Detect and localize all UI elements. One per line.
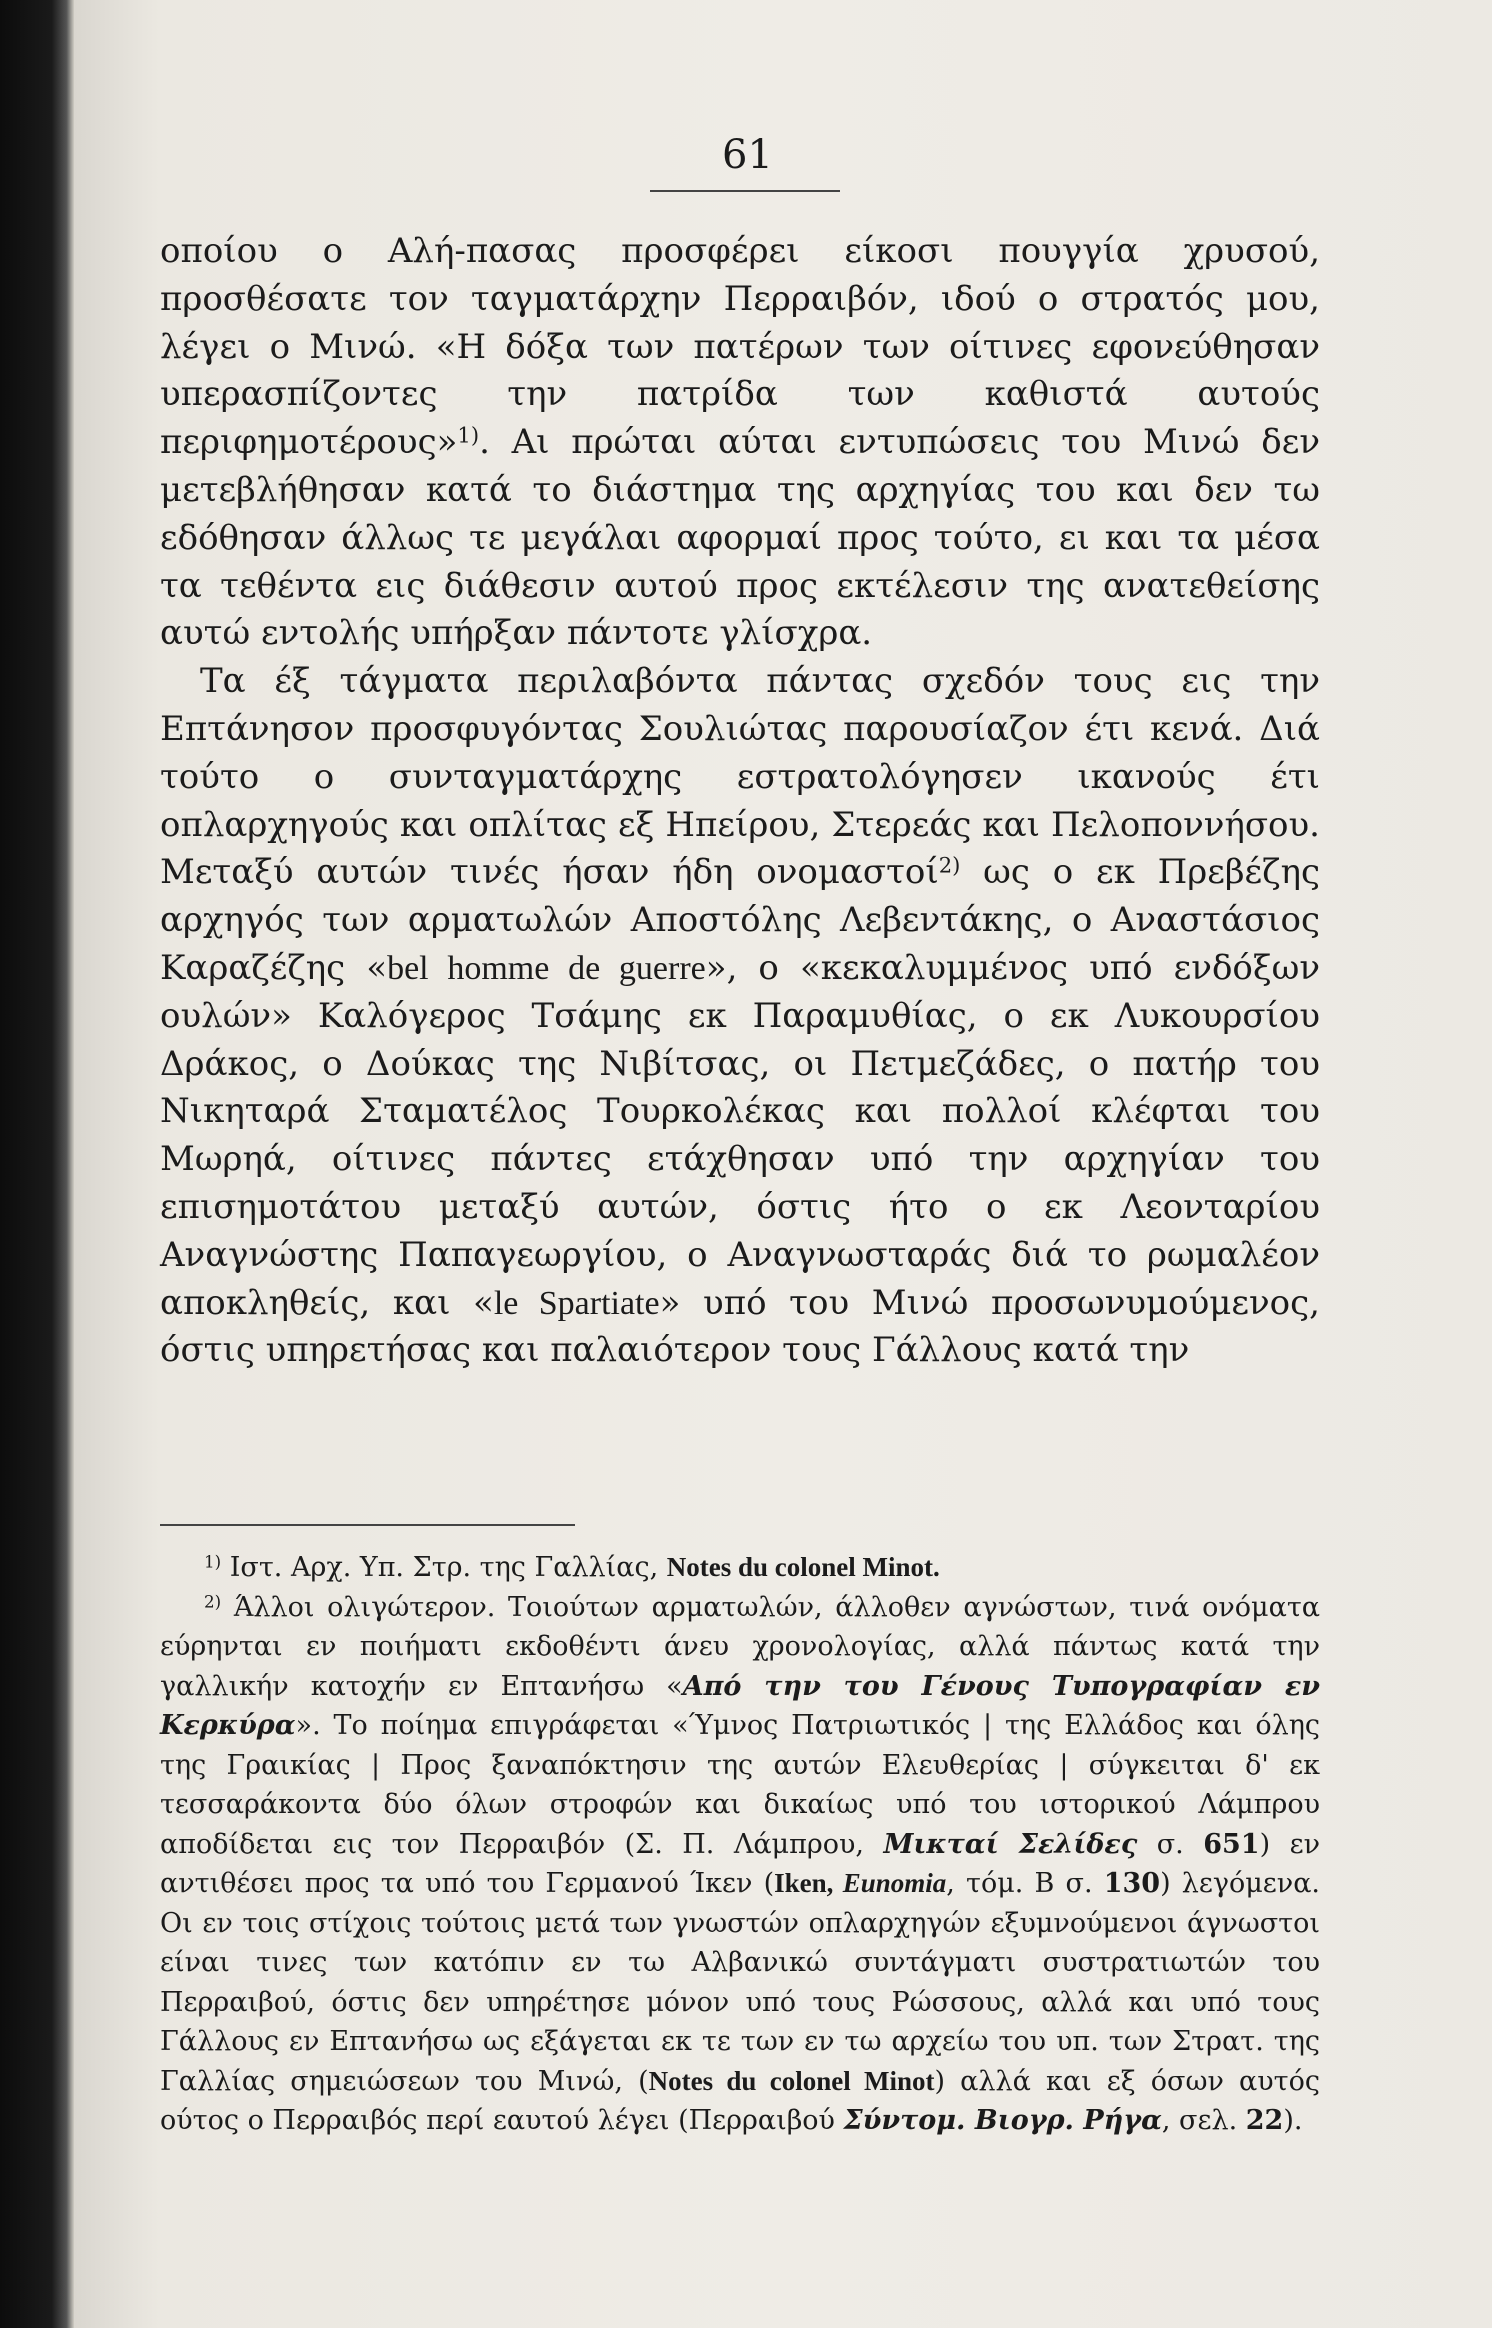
latin-phrase-bel-homme: bel homme de guerre [387, 949, 706, 987]
footnote-rule [160, 1524, 575, 1526]
footnote-1: $^{1)}$ Ιστ. Αρχ. Υπ. Στρ. της Γαλλίας, Notes du colonel Minot. [204, 1551, 940, 1583]
page-number: 61 [722, 132, 773, 178]
paragraph-1: οποίου ο Αλή-πασας προσφέρει είκοσι πουγγία χρυσού, προσθέσατε τον ταγματάρχην Περραιβόν, ιδού ο στρατός μου, λέγει ο Μινώ. «Η δόξα των πατέρων των οίτινες εφονεύθησαν υπερασπίζοντες την πατρίδα των καθιστά αυτούς περιφημοτέρους»$^{1)}$. Αι πρώται αύται εντυπώσεις του Μινώ δεν μετεβλήθησαν κατά το διάστημα της αρχηγίας του και δεν τω εδόθησαν άλλως τε μεγάλαι αφορμαί προς τούτο, ει και τα μέσα τα τεθέντα εις διάθεσιν αυτού προς εκτέλεσιν της ανατεθείσης αυτώ εντολής υπήρξαν πάντοτε γλίσχρα. [160, 231, 1320, 654]
footnote-ref-1: 1) [457, 422, 480, 448]
latin-phrase-spartiate: le Spartiate [493, 1284, 660, 1322]
footnotes [160, 1548, 1320, 2141]
footnote-ref-2: 2) [938, 852, 961, 878]
book-spine-shadow [0, 0, 74, 2328]
main-text [160, 228, 1320, 1375]
page-number-rule [650, 190, 840, 192]
paragraph-2: Τα έξ τάγματα περιλαβόντα πάντας σχεδόν τους εις την Επτάνησον προσφυγόντας Σουλιώτας παρουσίαζον έτι κενά. Διά τούτο ο συνταγματάρχης εστρατολόγησεν ικανούς έτι οπλαρχηγούς και οπλίτας εξ Ηπείρου, Στερεάς και Πελοποννήσου. Μεταξύ αυτών τινές ήσαν ήδη ονομαστοί$^{2)}$ ως ο εκ Πρεβέζης αρχηγός των αρματωλών Αποστόλης Λεβεντάκης, ο Αναστάσιος Καραζέζης «bel homme de guerre», ο «κεκαλυμμένος υπό ενδόξων ουλών» Καλόγερος Τσάμης εκ Παραμυθίας, ο εκ Λυκουρσίου Δράκος, ο Δούκας της Νιβίτσας, οι Πετμεζάδες, ο πατήρ του Νικηταρά Σταματέλος Τουρκολέκας και πολλοί κλέφται του Μωρηά, οίτινες πάντες ετάχθησαν υπό την αρχηγίαν του επισημοτάτου μεταξύ αυτών, όστις ήτο ο εκ Λεονταρίου Αναγνώστης Παπαγεωργίου, ο Αναγνωσταράς διά το ρωμαλέον αποκληθείς, και «le Spartiate» υπό του Μινώ προσωνυμούμενος, όστις υπηρετήσας και παλαιότερον τους Γάλλους κατά την [160, 661, 1320, 1371]
footnote-2: $^{2)}$ Άλλοι ολιγώτερον. Τοιούτων αρματωλών, άλλοθεν αγνώστων, τινά ονόματα εύρηνται εν ποιήματι εκδοθέντι άνευ χρονολογίας, αλλά πάντως κατά την γαλλικήν κατοχήν εν Επτανήσω «Από την του Γένους Τυπογραφίαν εν Κερκύρα». Το ποίημα επιγράφεται «Ύμνος Πατριωτικός | της Ελλάδος και όλης της Γραικίας | Προς ξαναπόκτησιν της αυτών Ελευθερίας | σύγκειται δ' εκ τεσσαράκοντα δύο όλων στροφών και δικαίως υπό του ιστορικού Λάμπρου αποδίδεται εις τον Περραιβόν (Σ. Π. Λάμπρου, Μικταί Σελίδες σ. 651) εν αντιθέσει προς τα υπό του Γερμανού Ίκεν (Iken, Eunomia, τόμ. Β σ. 130) λεγόμενα. Οι εν τοις στίχοις τούτοις μετά των γνωστών οπλαρχηγών εξυμνούμενοι άγνωστοι είναι τινες των κατόπιν εν τω Αλβανικώ συντάγματι συστρατιωτών του Περραιβού, όστις δεν υπηρέτησε μόνον υπό τους Ρώσσους, αλλά και υπό τους Γάλλους εν Επτανήσω ως εξάγεται εκ τε των εν τω αρχείω του υπ. των Στρατ. της Γαλλίας σημειώσεων του Μινώ, (Notes du colonel Minot) αλλά και εξ όσων αυτός ούτος ο Περραιβός περί εαυτού λέγει (Περραιβού Σύντομ. Βιογρ. Ρήγα, σελ. 22). [160, 1591, 1321, 2136]
